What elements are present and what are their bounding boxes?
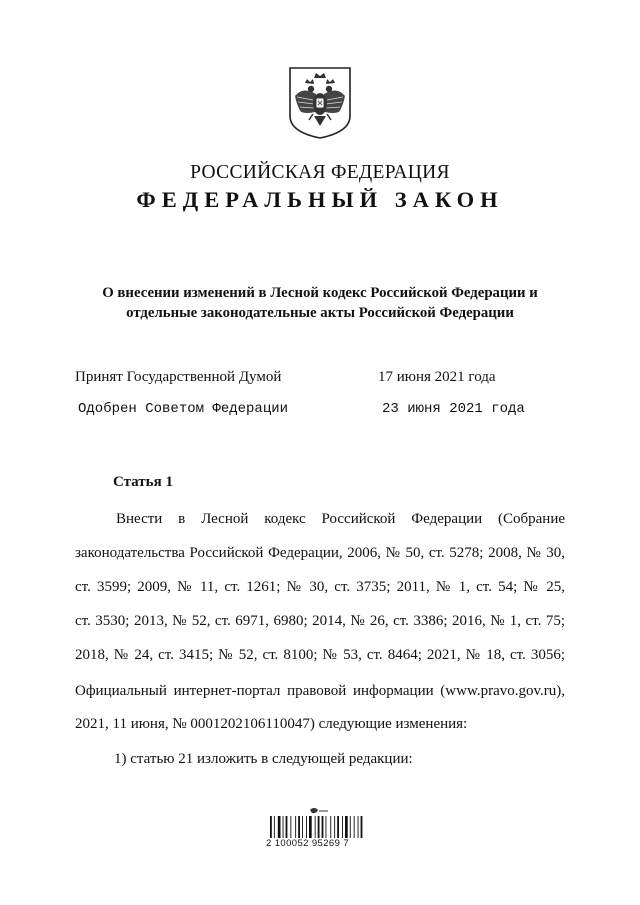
barcode-bar xyxy=(345,816,348,838)
council-approval-date: 23 июня 2021 года xyxy=(382,401,525,417)
law-subject-line: отдельные законодательные акты Российской Федерации xyxy=(126,305,514,321)
barcode-bar xyxy=(330,816,331,838)
article-text-line: 1) статью 21 изложить в следующей редакции: xyxy=(114,751,413,767)
barcode-bar xyxy=(306,816,307,838)
article-text-line: ст. 3530; 2013, № 52, ст. 6971, 6980; 2014, № 26, ст. 3386; 2016, № 1, ст. 75; xyxy=(75,613,565,629)
barcode-bar xyxy=(361,816,363,838)
barcode-bar xyxy=(286,816,288,838)
barcode-bar xyxy=(302,816,303,838)
barcode-bar xyxy=(283,816,284,838)
law-subject-line: О внесении изменений в Лесной кодекс Российской Федерации и xyxy=(102,285,538,301)
barcode-bar xyxy=(298,816,300,838)
article-text-line: ст. 3599; 2009, № 11, ст. 1261; № 30, ст. 3735; 2011, № 1, ст. 54; № 25, xyxy=(75,579,565,595)
barcode-bar xyxy=(334,816,335,838)
barcode-bar xyxy=(274,816,275,838)
article-text-line: Внести в Лесной кодекс Российской Федерации (Собрание xyxy=(116,511,565,527)
barcode-bar xyxy=(350,816,351,838)
barcode-bar xyxy=(270,816,272,838)
coat-of-arms-icon xyxy=(287,66,353,140)
duma-adoption-label: Принят Государственной Думой xyxy=(75,369,282,385)
barcode-number: 2 100052 95269 7 xyxy=(266,838,350,849)
article-text-line: законодательства Российской Федерации, 2006, № 50, ст. 5278; 2008, № 30, xyxy=(75,545,565,561)
council-approval-label: Одобрен Советом Федерации xyxy=(78,401,289,417)
article-text-line: 2018, № 24, ст. 3415; № 52, ст. 8100; № 53, ст. 8464; 2021, № 18, ст. 3056; xyxy=(75,647,565,663)
barcode-bar xyxy=(358,816,359,838)
barcode-bar xyxy=(309,816,312,838)
barcode-bar xyxy=(318,816,320,838)
barcode-bar xyxy=(278,816,281,838)
article-text-line: 2021, 11 июня, № 0001202106110047) следующие изменения: xyxy=(75,716,468,732)
article-text-line: Официальный интернет-портал правовой информации (www.pravo.gov.ru), xyxy=(75,683,565,699)
barcode-bar xyxy=(315,816,316,838)
barcode-bar xyxy=(354,816,355,838)
article-heading: Статья 1 xyxy=(113,474,173,490)
barcode-bar xyxy=(322,816,324,838)
country-name: РОССИЙСКАЯ ФЕДЕРАЦИЯ xyxy=(190,162,450,183)
law-subject xyxy=(0,283,640,323)
barcode-bar xyxy=(326,816,327,838)
duma-adoption-date: 17 июня 2021 года xyxy=(378,369,496,385)
barcode-bar xyxy=(290,816,291,838)
barcode-bar xyxy=(337,816,339,838)
barcode-bar xyxy=(295,816,296,838)
document-type-title: ФЕДЕРАЛЬНЫЙ ЗАКОН xyxy=(136,187,504,212)
barcode-bar xyxy=(342,816,343,838)
